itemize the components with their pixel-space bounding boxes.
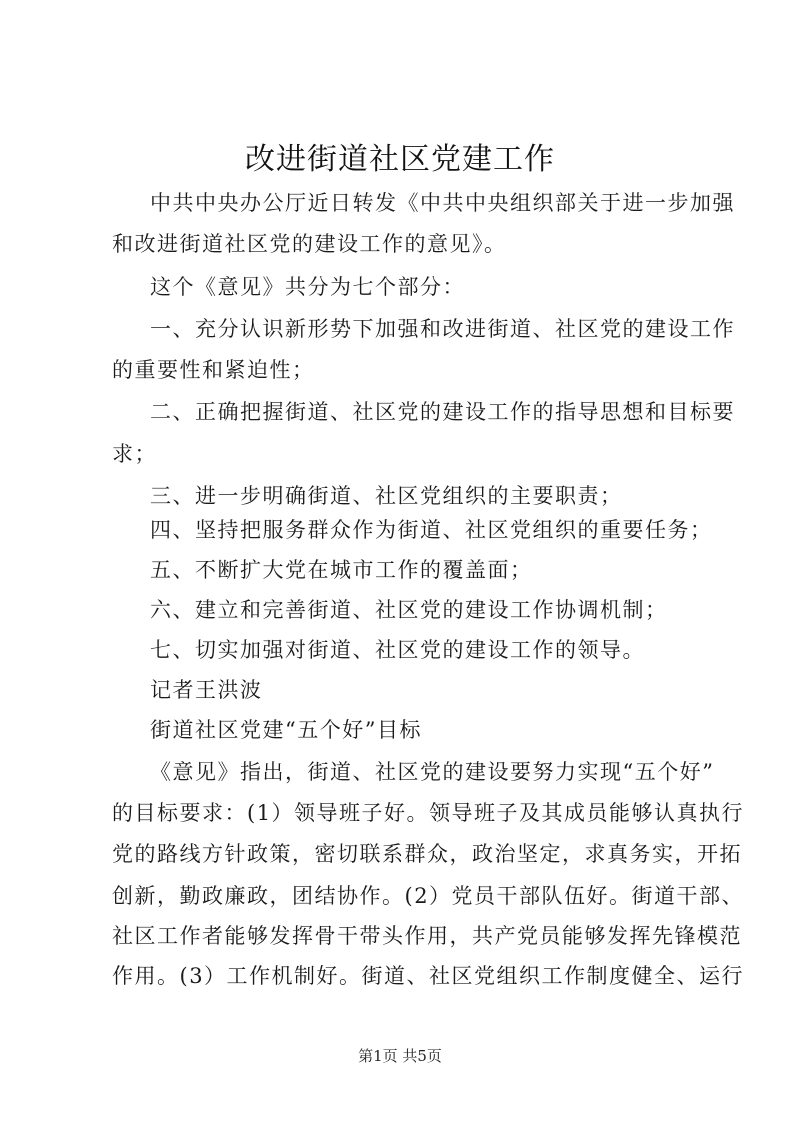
paragraph-line: 三、进一步明确街道、社区党组织的主要职责； <box>150 484 623 508</box>
paragraph-line: 的重要性和紧迫性； <box>112 358 315 382</box>
paragraph-line: 社区工作者能够发挥骨干带头作用，共产党员能够发挥先锋模范 <box>112 924 742 948</box>
paragraph-line: 五、不断扩大党在城市工作的覆盖面； <box>150 558 533 582</box>
paragraph-line: 和改进街道社区党的建设工作的意见》。 <box>112 232 507 256</box>
paragraph-line: 创新，勤政廉政，团结协作。(2）党员干部队伍好。街道干部、 <box>112 884 745 908</box>
paragraph-line: 七、切实加强对街道、社区党的建设工作的领导。 <box>150 638 645 662</box>
paragraph-line: 中共中央办公厅近日转发《中共中央组织部关于进一步加强 <box>150 191 735 215</box>
paragraph-line: 四、坚持把服务群众作为街道、社区党组织的重要任务； <box>150 518 713 542</box>
paragraph-line: 《意见》指出，街道、社区党的建设要努力实现“五个好” <box>150 760 715 784</box>
paragraph-line: 街道社区党建“五个好”目标 <box>150 718 422 742</box>
page-number-footer: 第1页 共5页 <box>358 1047 442 1065</box>
paragraph-line: 作用。(3）工作机制好。街道、社区党组织工作制度健全、运行 <box>112 964 745 988</box>
paragraph-line: 的目标要求：(1）领导班子好。领导班子及其成员能够认真执行 <box>112 801 745 825</box>
paragraph-line: 六、建立和完善街道、社区党的建设工作协调机制； <box>150 598 668 622</box>
paragraph-line: 求； <box>112 442 157 466</box>
paragraph-line: 记者王洪波 <box>150 678 263 702</box>
paragraph-line: 党的路线方针政策，密切联系群众，政治坚定，求真务实，开拓 <box>112 842 742 866</box>
paragraph-line: 二、正确把握街道、社区党的建设工作的指导思想和目标要 <box>150 400 735 424</box>
paragraph-line: 这个《意见》共分为七个部分： <box>150 275 465 299</box>
document-title: 改进街道社区党建工作 <box>245 142 555 177</box>
paragraph-line: 一、充分认识新形势下加强和改进街道、社区党的建设工作 <box>150 317 735 341</box>
